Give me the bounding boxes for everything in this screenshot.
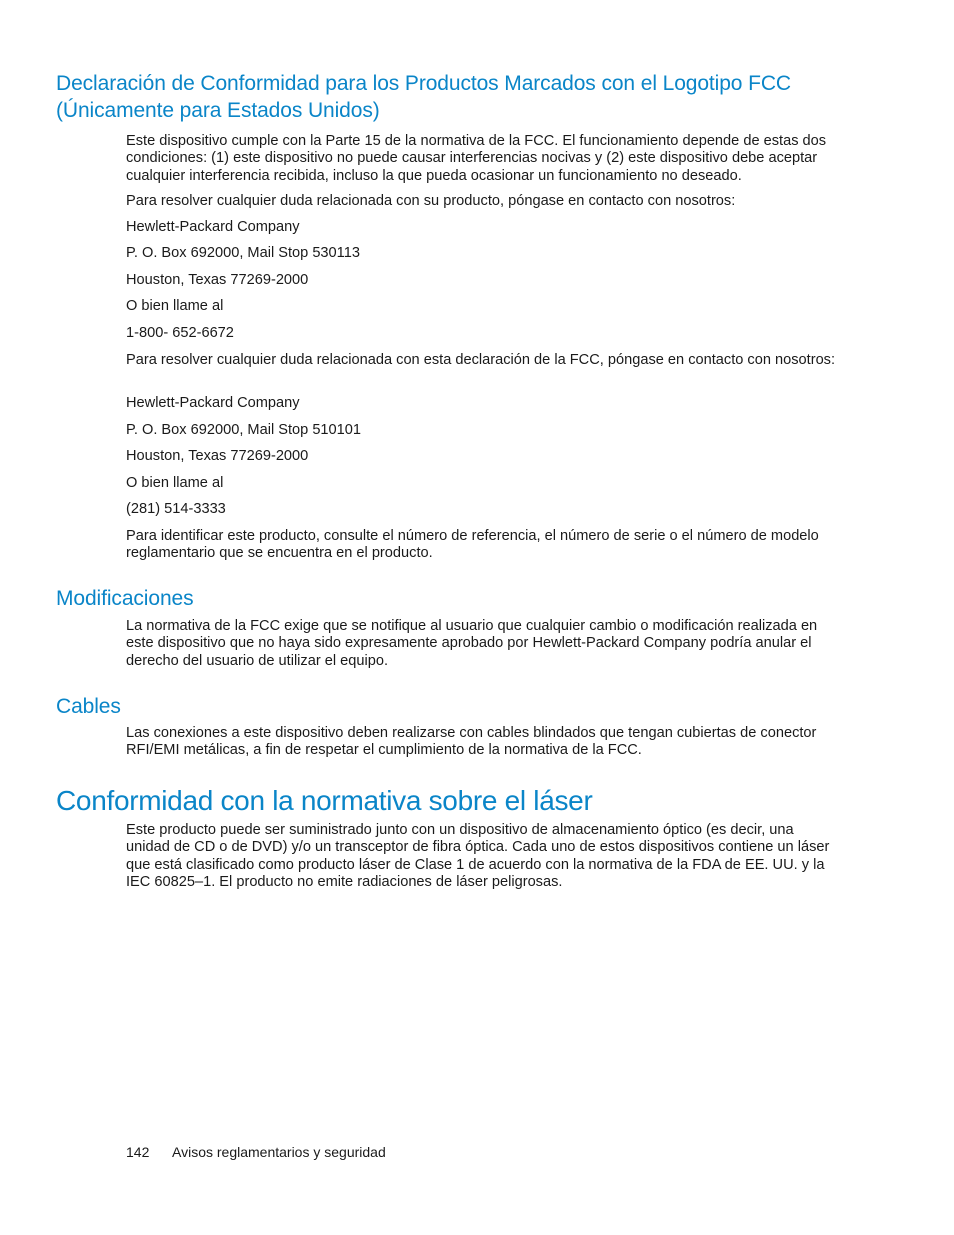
fcc-contact-city: Houston, Texas 77269-2000	[126, 448, 309, 464]
laser-compliance-paragraph: Este producto puede ser suministrado junto con un dispositivo de almacenamiento óptico (es decir, una unidad de CD o de DVD) y/o un transceptor de fibra óptica. Cada uno de estos dispositivos contiene un láser que está clasificado como producto láser de Clase 1 de acuerdo con la normativa de la FDA de EE. UU. y la IEC 60825–1. El producto no emite radiaciones de láser peligrosas.	[126, 822, 830, 890]
fcc-contact-box: P. O. Box 692000, Mail Stop 510101	[126, 422, 362, 438]
product-contact-company: Hewlett-Packard Company	[126, 219, 300, 235]
fcc-contact-phone: (281) 514-3333	[126, 501, 226, 517]
fcc-contact-call: O bien llame al	[126, 475, 224, 491]
fcc-declaration-heading: Declaración de Conformidad para los Productos Marcados con el Logotipo FCC (Únicamente para Estados Unidos)	[56, 72, 791, 122]
page-footer	[126, 1144, 386, 1161]
product-contact-city: Houston, Texas 77269-2000	[126, 272, 309, 288]
fcc-intro-paragraph: Este dispositivo cumple con la Parte 15 de la normativa de la FCC. El funcionamiento depende de estas dos condiciones: (1) este dispositivo no puede causar interferencias nocivas y (2) este dispositivo debe aceptar cualquier interferencia recibida, incluso la que pueda ocasionar un funcionamiento no deseado.	[126, 133, 827, 184]
fcc-contact-company: Hewlett-Packard Company	[126, 395, 300, 411]
laser-compliance-heading: Conformidad con la normativa sobre el láser	[56, 785, 593, 816]
page-number: 142	[126, 1144, 150, 1160]
product-contact-box: P. O. Box 692000, Mail Stop 530113	[126, 245, 360, 261]
product-contact-call: O bien llame al	[126, 298, 224, 314]
footer-chapter-title: Avisos reglamentarios y seguridad	[172, 1144, 386, 1160]
modifications-heading: Modificaciones	[56, 587, 194, 610]
modifications-paragraph: La normativa de la FCC exige que se notifique al usuario que cualquier cambio o modificación realizada en este dispositivo que no haya sido expresamente aprobado por Hewlett-Packard Company podría anular el derecho del usuario de utilizar el equipo.	[126, 618, 818, 669]
fcc-contact-intro: Para resolver cualquier duda relacionada con esta declaración de la FCC, póngase en contacto con nosotros:	[126, 352, 836, 368]
cables-heading: Cables	[56, 695, 121, 718]
cables-paragraph: Las conexiones a este dispositivo deben realizarse con cables blindados que tengan cubiertas de conector RFI/EMI metálicas, a fin de respetar el cumplimiento de la normativa de la FCC.	[126, 725, 817, 759]
product-contact-intro: Para resolver cualquier duda relacionada con su producto, póngase en contacto con nosotros:	[126, 193, 736, 209]
product-contact-phone: 1-800- 652-6672	[126, 325, 234, 341]
identify-product-paragraph: Para identificar este producto, consulte el número de referencia, el número de serie o el número de modelo reglamentario que se encuentra en el producto.	[126, 528, 819, 562]
